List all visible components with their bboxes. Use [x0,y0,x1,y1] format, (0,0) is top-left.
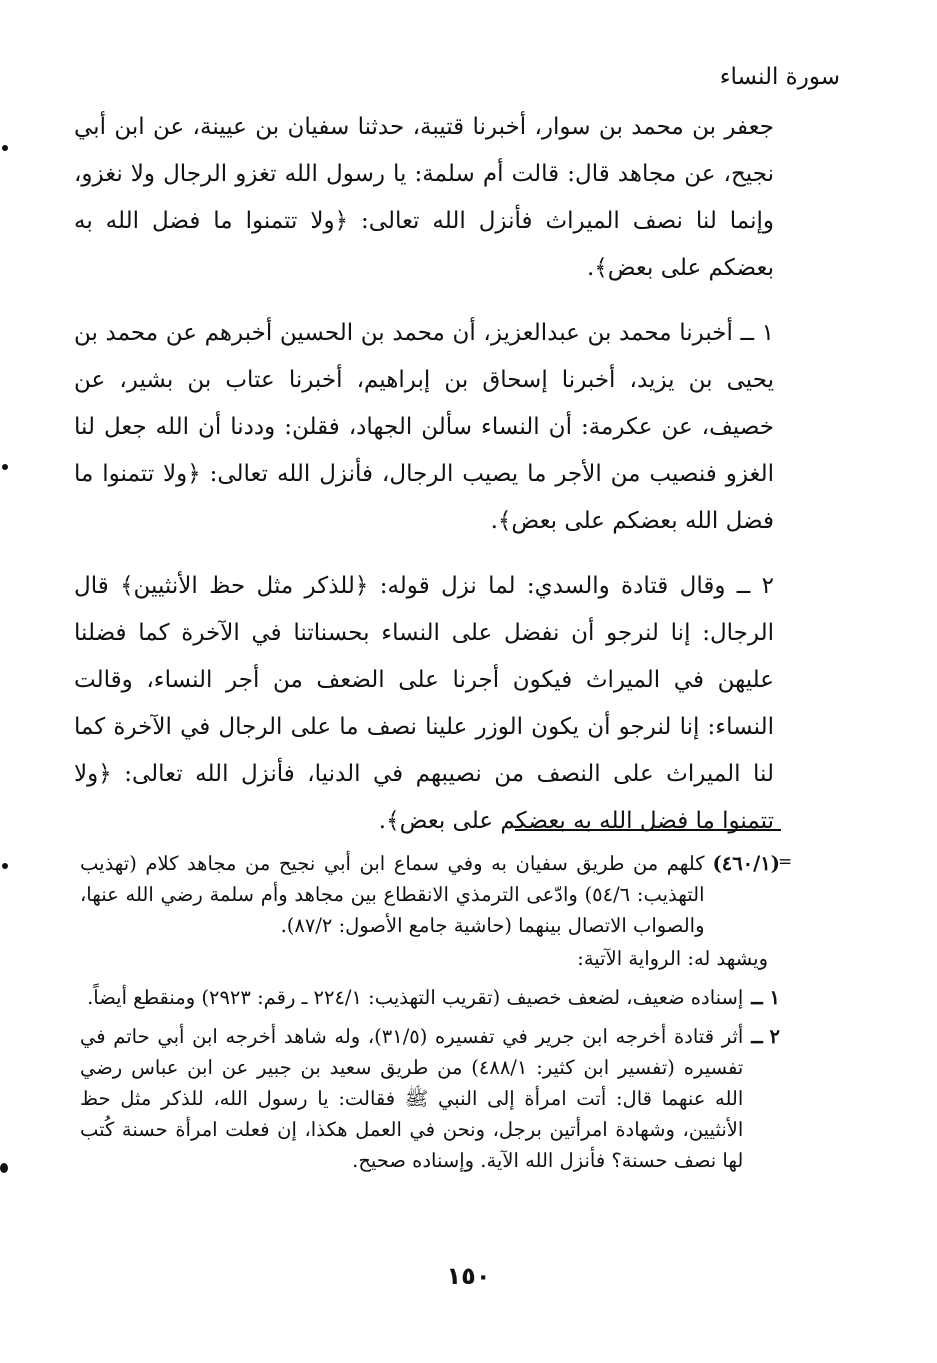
footnote-text: إسناده ضعيف، لضعف خصيف (تقريب التهذيب: ٢٢٤/١ ـ رقم: ٢٩٢٣) ومنقطع أيضاً. [87,986,744,1009]
footnote-continuation-mark: = [778,852,793,872]
footnote-text: أثر قتادة أخرجه ابن جرير في تفسيره (٣١/٥)، وله شاهد أخرجه ابن أبي حاتم في تفسيره (تفسير ابن كثير: ٤٨٨/١) من طريق سعيد بن جبير عن ابن عباس رضي الله عنهما قال: أتت امرأة إلى النبي ﷺ فقالت: يا رسول الله، للذكر مثل حظ الأنثيين، وشهادة امرأتين برجل، ونحن في العمل هكذا، إن فعلت امرأة حسنة كُتب لها نصف حسنة؟ فأنزل الله الآية. وإسناده صحيح. [80,1025,744,1172]
footnote-label: ١ ــ [751,986,780,1009]
footnote-label: (٤٦٠/١) [712,852,780,875]
footnote-item [80,1021,780,1176]
scan-edge-mark [2,464,8,470]
footnote-text: كلهم من طريق سفيان به وفي سماع ابن أبي نجيح من مجاهد كلام (تهذيب التهذيب: ٥٤/٦) وادّعى الترمذي الانقطاع بين مجاهد وأم سلمة رضي الله عنها، والصواب الاتصال بينهما (حاشية جامع الأصول: ٨٧/٢). [80,852,705,937]
footnote-label: ٢ ــ [751,1025,780,1048]
scan-edge-mark [2,145,8,151]
footnote-item [80,848,780,941]
footnote-witness-line: ويشهد له: الرواية الآتية: [577,947,768,970]
footnotes [80,848,780,1184]
scan-edge-mark [0,1163,8,1173]
page-number: ١٥٠ [446,1262,491,1290]
paragraph-intro: جعفر بن محمد بن سوار، أخبرنا قتيبة، حدثنا سفيان بن عيينة، عن ابن أبي نجيح، عن مجاهد قال: قالت أم سلمة: يا رسول الله تغزو الرجال ولا نغزو، وإنما لنا نصف الميراث فأنزل الله تعالى: ﴿ولا تتمنوا ما فضل الله به بعضكم على بعض﴾. [74,114,774,281]
scan-edge-mark [2,863,8,869]
main-text [74,104,774,845]
paragraph-2: ٢ ــ وقال قتادة والسدي: لما نزل قوله: ﴿للذكر مثل حظ الأنثيين﴾ قال الرجال: إنا لنرجو أن نفضل على النساء بحسناتنا في الآخرة كما فضلنا عليهن في الميراث فيكون أجرنا على الضعف من أجر النساء، وقالت النساء: إنا لنرجو أن يكون الوزر علينا نصف ما على الرجال في الآخرة كما لنا الميراث على النصف من نصيبهم في الدنيا، فأنزل الله تعالى: ﴿ولا تتمنوا ما فضل الله به بعضكم على بعض﴾. [74,573,774,834]
running-header: سورة النساء [719,64,840,90]
paragraph-1: ١ ــ أخبرنا محمد بن عبدالعزيز، أن محمد بن الحسين أخبرهم عن محمد بن يحيى بن يزيد، أخبرنا إسحاق بن إبراهيم، أخبرنا عتاب بن بشير، عن خصيف، عن عكرمة: أن النساء سألن الجهاد، فقلن: وددنا أن الله جعل لنا الغزو فنصيب من الأجر ما يصيب الرجال، فأنزل الله تعالى: ﴿ولا تتمنوا ما فضل الله بعضكم على بعض﴾. [74,320,774,534]
footnote-item [80,982,780,1013]
footnote-separator [515,829,781,831]
